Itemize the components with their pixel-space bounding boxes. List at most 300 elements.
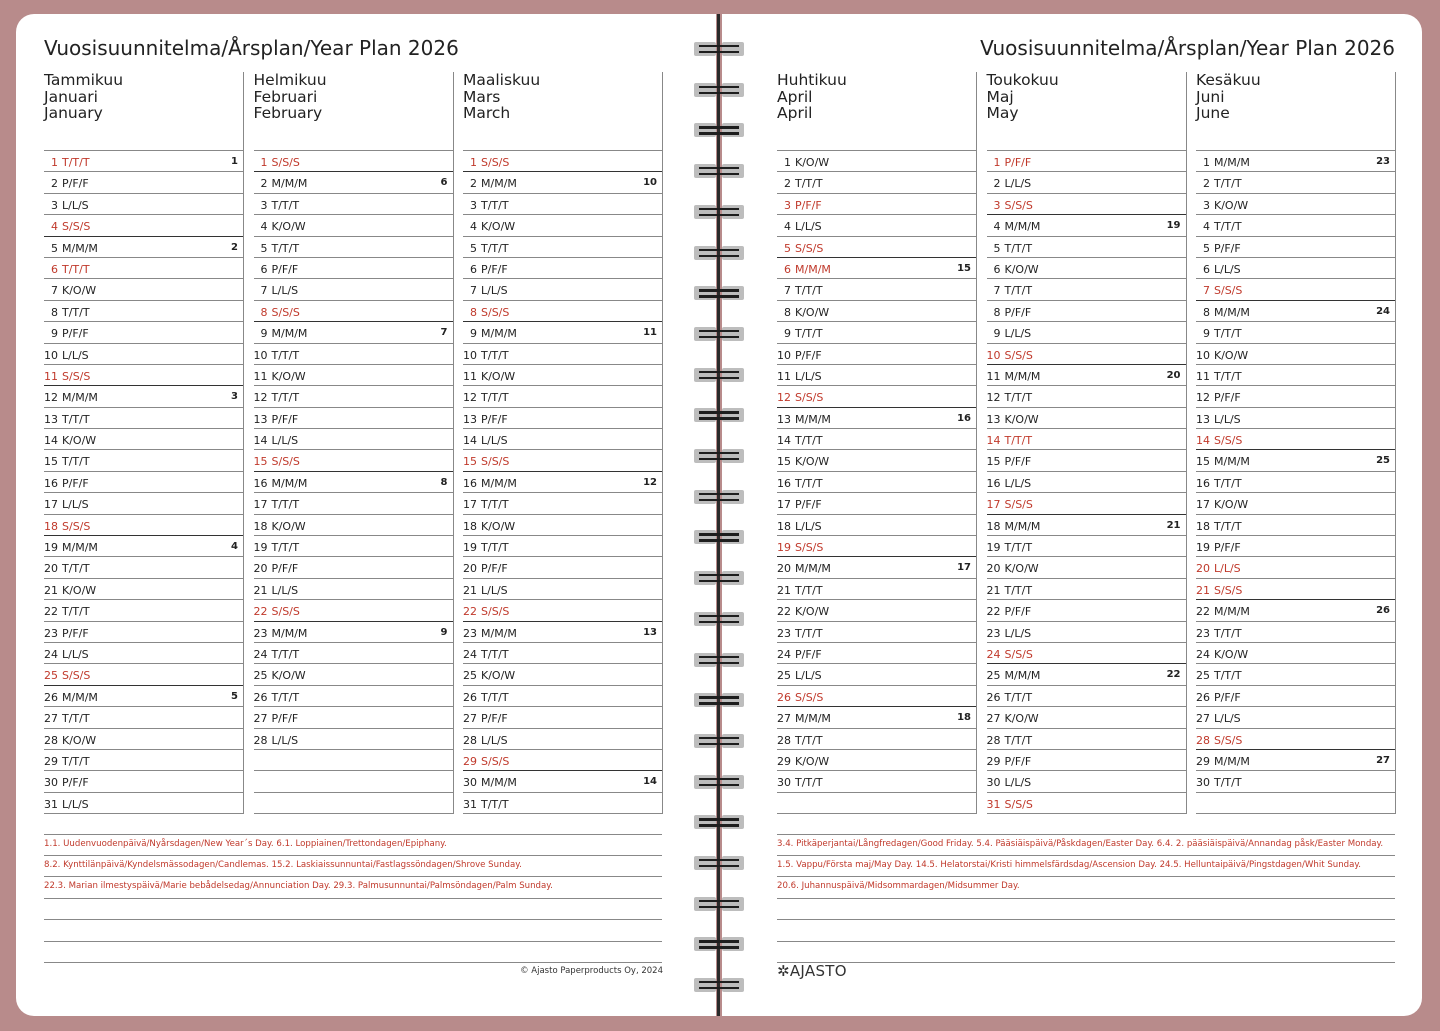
day-row[interactable] [777,600,976,621]
day-row[interactable] [254,750,453,771]
day-number: 13 [986,412,1001,426]
day-list [1196,150,1395,814]
day-row[interactable] [44,172,243,193]
binding-ring [694,734,744,748]
day-row[interactable] [777,515,976,536]
day-row[interactable] [254,600,453,621]
day-number: 9 [470,327,477,341]
week-number: 13 [643,626,657,638]
day-number: 10 [253,348,268,362]
weekday-abbr: M/M/M [795,412,831,426]
day-row[interactable] [987,429,1186,450]
weekday-abbr: M/M/M [271,177,308,191]
day-row[interactable] [463,386,662,407]
binding-ring [694,449,744,463]
day-row[interactable] [777,365,976,386]
day-number: 12 [463,391,477,405]
day-row[interactable] [777,707,976,728]
day-row[interactable] [254,279,453,300]
weekday-abbr: K/O/W [795,605,830,619]
day-row[interactable] [44,579,243,600]
binding-ring [694,327,744,341]
day-row[interactable] [1196,515,1395,536]
day-row[interactable] [987,557,1186,578]
week-number: 3 [231,391,238,403]
day-number: 11 [777,369,791,383]
weekday-abbr: L/L/S [481,733,508,747]
day-row[interactable] [777,408,976,429]
day-row[interactable] [1196,258,1395,279]
day-row[interactable] [1196,771,1395,792]
day-row[interactable] [1196,429,1395,450]
day-row[interactable] [44,258,243,279]
day-row[interactable] [44,344,243,365]
day-row[interactable] [1196,664,1395,685]
day-number: 6 [260,262,268,276]
weekday-abbr: P/F/F [795,647,822,661]
weekday-abbr: L/L/S [1214,412,1241,426]
day-row[interactable] [987,515,1186,536]
day-row[interactable] [987,622,1186,643]
day-list [254,150,453,814]
weekday-abbr: T/T/T [271,241,300,255]
day-number: 6 [1203,262,1210,276]
day-row[interactable] [987,579,1186,600]
weekday-abbr: T/T/T [62,712,90,726]
day-row[interactable] [44,301,243,322]
day-number: 15 [777,455,791,469]
day-row[interactable] [44,707,243,728]
weekday-abbr: M/M/M [1004,369,1041,383]
day-row[interactable] [254,622,453,643]
day-row[interactable] [44,215,243,236]
day-row[interactable] [987,258,1186,279]
day-row[interactable] [44,151,243,172]
day-number: 16 [44,476,58,490]
weekday-abbr: M/M/M [481,177,517,191]
day-number: 14 [253,434,268,448]
day-row[interactable] [44,793,243,814]
day-row[interactable] [254,215,453,236]
day-row[interactable] [254,793,453,814]
month-column [777,72,977,814]
day-row[interactable] [44,237,243,258]
day-row[interactable] [987,643,1186,664]
sun-icon: ✲ [777,962,790,980]
day-row[interactable] [254,729,453,750]
day-row[interactable] [254,365,453,386]
day-row[interactable] [777,622,976,643]
day-row[interactable] [463,408,662,429]
day-row[interactable] [1196,450,1395,471]
day-row[interactable] [254,151,453,172]
week-number: 2 [231,241,238,253]
day-row[interactable] [987,686,1186,707]
week-number: 27 [1376,754,1390,766]
day-number: 26 [1196,690,1210,704]
day-row[interactable] [1196,686,1395,707]
day-row[interactable] [463,172,662,193]
day-row[interactable] [777,301,976,322]
weekday-abbr: T/T/T [271,647,300,661]
day-number: 26 [44,690,58,704]
day-number: 6 [993,262,1001,276]
day-row[interactable] [254,301,453,322]
day-number: 4 [1203,220,1210,234]
day-row[interactable] [1196,579,1395,600]
day-row[interactable] [254,493,453,514]
day-number: 29 [44,754,58,768]
day-number: 1 [993,156,1001,169]
day-row[interactable] [463,493,662,514]
day-row[interactable] [254,536,453,557]
day-row[interactable] [1196,172,1395,193]
day-number: 6 [784,262,791,276]
day-row[interactable] [987,664,1186,685]
day-row[interactable] [463,729,662,750]
weekday-abbr: P/F/F [795,348,822,362]
day-row[interactable] [777,729,976,750]
day-row[interactable] [254,322,453,343]
month-name-line: Tammikuu [44,71,124,89]
weekday-abbr: T/T/T [1214,669,1242,683]
day-row[interactable] [777,579,976,600]
day-row[interactable] [254,450,453,471]
weekday-abbr: P/F/F [62,177,89,191]
day-row[interactable] [1196,322,1395,343]
day-row[interactable] [987,344,1186,365]
day-number: 14 [463,434,477,448]
day-row[interactable] [987,151,1186,172]
day-row[interactable] [1196,622,1395,643]
day-row[interactable] [777,643,976,664]
day-row[interactable] [463,215,662,236]
day-row[interactable] [1196,793,1395,814]
day-row[interactable] [463,258,662,279]
day-row[interactable] [463,557,662,578]
day-row[interactable] [777,493,976,514]
weekday-abbr: L/L/S [795,220,822,234]
day-number: 8 [1203,305,1210,319]
day-row[interactable] [254,707,453,728]
weekday-abbr: L/L/S [1214,262,1241,276]
weekday-abbr: S/S/S [1214,434,1243,448]
day-row[interactable] [463,344,662,365]
day-row[interactable] [777,793,976,814]
day-row[interactable] [44,643,243,664]
day-row[interactable] [44,386,243,407]
day-number: 26 [253,690,268,704]
day-row[interactable] [463,322,662,343]
copyright-text: © Ajasto Paperproducts Oy, 2024 [520,966,663,976]
weekday-abbr: T/T/T [795,327,823,341]
weekday-abbr: L/L/S [271,434,299,448]
weekday-abbr: M/M/M [795,262,831,276]
day-row[interactable] [44,515,243,536]
week-number: 9 [440,626,448,638]
day-number: 24 [777,647,791,661]
day-row[interactable] [777,450,976,471]
day-row[interactable] [463,750,662,771]
day-row[interactable] [1196,472,1395,493]
weekday-abbr: T/T/T [795,177,823,191]
day-number: 4 [51,220,58,234]
day-number: 18 [463,519,477,533]
day-number: 8 [260,305,268,319]
day-row[interactable] [987,450,1186,471]
day-number: 1 [784,156,791,169]
day-row[interactable] [987,279,1186,300]
day-row[interactable] [777,557,976,578]
day-row[interactable] [254,686,453,707]
day-number: 3 [784,198,791,212]
day-row[interactable] [254,344,453,365]
day-row[interactable] [1196,557,1395,578]
day-row[interactable] [987,172,1186,193]
day-row[interactable] [987,493,1186,514]
day-number: 23 [777,626,791,640]
weekday-abbr: T/T/T [795,776,823,790]
day-row[interactable] [987,793,1186,814]
day-row[interactable] [987,194,1186,215]
weekday-abbr: P/F/F [1214,241,1241,255]
day-number: 27 [463,712,477,726]
day-row[interactable] [777,279,976,300]
day-row[interactable] [777,194,976,215]
day-row[interactable] [1196,215,1395,236]
binding-ring [694,490,744,504]
day-row[interactable] [1196,344,1395,365]
day-row[interactable] [987,365,1186,386]
day-row[interactable] [463,237,662,258]
day-row[interactable] [1196,237,1395,258]
weekday-abbr: P/F/F [271,562,299,576]
day-row[interactable] [44,600,243,621]
week-number: 17 [957,562,971,574]
day-row[interactable] [44,750,243,771]
month-column [44,72,244,814]
day-row[interactable] [777,771,976,792]
day-number: 11 [986,369,1001,383]
day-row[interactable] [1196,301,1395,322]
weekday-abbr: M/M/M [795,712,831,726]
day-row[interactable] [254,237,453,258]
day-row[interactable] [777,344,976,365]
day-row[interactable] [1196,729,1395,750]
weekday-abbr: P/F/F [1004,156,1032,169]
day-row[interactable] [777,386,976,407]
binding-ring [694,408,744,422]
day-row[interactable] [44,664,243,685]
day-row[interactable] [987,750,1186,771]
day-row[interactable] [463,279,662,300]
day-row[interactable] [1196,151,1395,172]
day-row[interactable] [44,622,243,643]
day-row[interactable] [44,194,243,215]
day-row[interactable] [254,194,453,215]
day-row[interactable] [463,622,662,643]
day-number: 23 [44,626,58,640]
weekday-abbr: P/F/F [481,712,508,726]
day-row[interactable] [254,557,453,578]
day-number: 27 [253,712,268,726]
day-number: 21 [463,583,477,597]
weekday-abbr: T/T/T [795,626,823,640]
day-number: 20 [986,562,1001,576]
day-row[interactable] [254,771,453,792]
day-row[interactable] [463,450,662,471]
day-row[interactable] [777,258,976,279]
weekday-abbr: S/S/S [1004,498,1033,512]
day-row[interactable] [777,172,976,193]
day-row[interactable] [987,536,1186,557]
page-title: Vuosisuunnitelma/Årsplan/Year Plan 2026 [44,36,459,60]
day-row[interactable] [44,771,243,792]
day-row[interactable] [254,258,453,279]
day-row[interactable] [1196,707,1395,728]
weekday-abbr: K/O/W [795,305,830,319]
day-row[interactable] [1196,750,1395,771]
month-name-line: Juni [1196,87,1225,106]
day-row[interactable] [44,536,243,557]
day-row[interactable] [463,579,662,600]
day-row[interactable] [777,686,976,707]
day-row[interactable] [1196,493,1395,514]
day-row[interactable] [44,450,243,471]
weekday-abbr: M/M/M [1214,305,1250,319]
day-row[interactable] [987,729,1186,750]
day-row[interactable] [254,515,453,536]
day-row[interactable] [254,664,453,685]
day-number: 19 [463,541,477,555]
holiday-line [777,942,1395,964]
day-row[interactable] [463,707,662,728]
day-row[interactable] [777,237,976,258]
day-number: 9 [993,327,1001,341]
day-row[interactable] [44,322,243,343]
weekday-abbr: M/M/M [1214,754,1250,768]
day-row[interactable] [987,408,1186,429]
day-row[interactable] [987,237,1186,258]
weekday-abbr: S/S/S [795,541,824,555]
day-row[interactable] [777,215,976,236]
day-row[interactable] [987,386,1186,407]
day-row[interactable] [987,472,1186,493]
day-row[interactable] [1196,279,1395,300]
weekday-abbr: M/M/M [1214,156,1250,169]
day-number: 28 [777,733,791,747]
day-row[interactable] [463,771,662,792]
day-row[interactable] [254,386,453,407]
day-row[interactable] [44,686,243,707]
day-row[interactable] [777,750,976,771]
weekday-abbr: K/O/W [271,369,306,383]
day-row[interactable] [44,408,243,429]
day-number: 20 [253,562,268,576]
day-row[interactable] [463,664,662,685]
day-number: 6 [51,262,58,276]
day-number: 9 [51,327,58,341]
day-row[interactable] [254,172,453,193]
day-row[interactable] [777,429,976,450]
day-row[interactable] [987,322,1186,343]
day-row[interactable] [254,472,453,493]
day-row[interactable] [254,429,453,450]
day-row[interactable] [44,365,243,386]
month-name [777,72,976,122]
month-name-line: March [463,104,511,122]
binding-ring [694,937,744,951]
day-number: 7 [470,284,477,298]
weekday-abbr: T/T/T [481,391,509,405]
day-row[interactable] [777,151,976,172]
day-row[interactable] [44,429,243,450]
day-row[interactable] [463,643,662,664]
day-row[interactable] [463,536,662,557]
day-number: 23 [986,626,1001,640]
day-row[interactable] [1196,643,1395,664]
day-row[interactable] [254,579,453,600]
day-row[interactable] [254,643,453,664]
day-row[interactable] [777,322,976,343]
day-number: 1 [51,156,58,169]
binding-ring [694,978,744,992]
day-row[interactable] [1196,365,1395,386]
day-row[interactable] [987,600,1186,621]
day-row[interactable] [987,301,1186,322]
weekday-abbr: L/L/S [481,434,508,448]
holiday-line: 3.4. Pitkäperjantai/Långfredagen/Good Friday. 5.4. Pääsiäispäivä/Påskdagen/Easter Day. 6.4. 2. pääsiäispäivä/Annandag påsk/Easter Monday. [777,834,1395,856]
day-row[interactable] [44,472,243,493]
day-number: 26 [463,690,477,704]
day-number: 21 [253,583,268,597]
day-row[interactable] [987,771,1186,792]
day-row[interactable] [463,301,662,322]
day-row[interactable] [254,408,453,429]
day-row[interactable] [987,707,1186,728]
day-row[interactable] [777,472,976,493]
day-row[interactable] [777,664,976,685]
day-row[interactable] [44,279,243,300]
day-row[interactable] [463,365,662,386]
day-row[interactable] [987,215,1186,236]
day-row[interactable] [463,472,662,493]
day-row[interactable] [463,793,662,814]
day-row[interactable] [463,600,662,621]
day-row[interactable] [463,686,662,707]
day-row[interactable] [1196,600,1395,621]
day-row[interactable] [1196,536,1395,557]
binding-ring [694,42,744,56]
day-row[interactable] [463,194,662,215]
day-row[interactable] [44,493,243,514]
week-number: 20 [1166,369,1181,381]
day-number: 26 [777,690,791,704]
holiday-line: 1.1. Uudenvuodenpäivä/Nyårsdagen/New Year´s Day. 6.1. Loppiainen/Trettondagen/Epiphany. [44,834,662,856]
day-row[interactable] [463,151,662,172]
day-row[interactable] [777,536,976,557]
day-row[interactable] [1196,194,1395,215]
day-row[interactable] [1196,386,1395,407]
day-row[interactable] [1196,408,1395,429]
day-row[interactable] [44,557,243,578]
day-row[interactable] [44,729,243,750]
day-number: 25 [1196,669,1210,683]
day-row[interactable] [463,515,662,536]
weekday-abbr: T/T/T [271,348,300,362]
day-row[interactable] [463,429,662,450]
day-number: 16 [1196,476,1210,490]
